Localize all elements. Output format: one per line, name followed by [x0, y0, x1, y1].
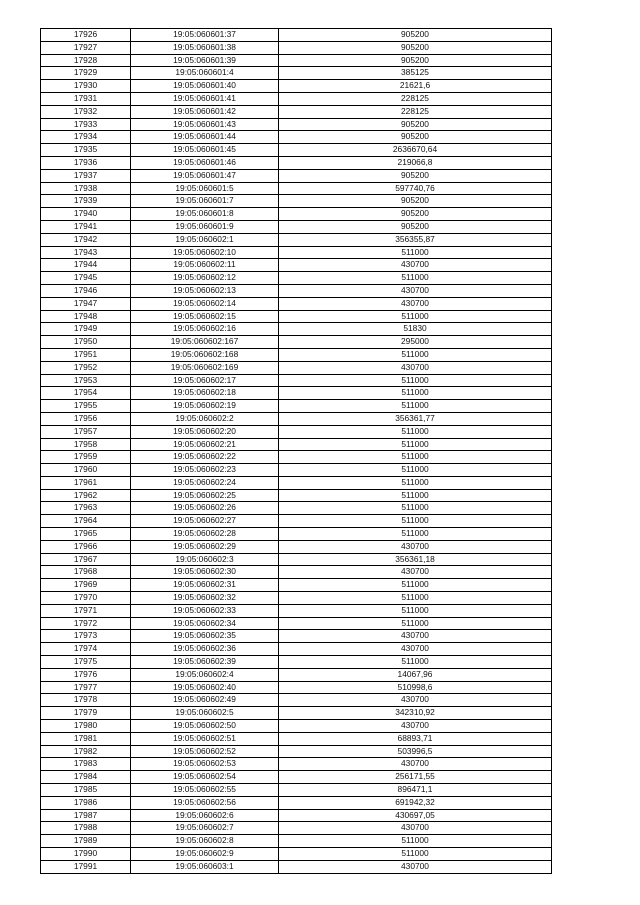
row-number-cell: 17979	[41, 707, 131, 720]
value-cell: 511000	[279, 438, 552, 451]
cadastral-number-cell: 19:05:060602:6	[131, 809, 279, 822]
table-row	[41, 156, 552, 169]
cadastral-number-cell: 19:05:060602:8	[131, 835, 279, 848]
cadastral-number-cell: 19:05:060602:4	[131, 668, 279, 681]
value-cell: 51830	[279, 323, 552, 336]
value-cell: 511000	[279, 579, 552, 592]
table-row	[41, 732, 552, 745]
row-number-cell: 17934	[41, 131, 131, 144]
value-cell: 21621,6	[279, 80, 552, 93]
value-cell: 430700	[279, 643, 552, 656]
table-row	[41, 630, 552, 643]
cadastral-number-cell: 19:05:060602:11	[131, 259, 279, 272]
value-cell: 905200	[279, 118, 552, 131]
cadastral-number-cell: 19:05:060601:45	[131, 144, 279, 157]
row-number-cell: 17957	[41, 425, 131, 438]
table-row	[41, 540, 552, 553]
value-cell: 905200	[279, 131, 552, 144]
value-cell: 430700	[279, 694, 552, 707]
value-cell: 511000	[279, 489, 552, 502]
table-row	[41, 809, 552, 822]
table-row	[41, 54, 552, 67]
row-number-cell: 17971	[41, 604, 131, 617]
value-cell: 905200	[279, 195, 552, 208]
row-number-cell: 17958	[41, 438, 131, 451]
table-row	[41, 41, 552, 54]
table-row	[41, 592, 552, 605]
row-number-cell: 17986	[41, 796, 131, 809]
value-cell: 511000	[279, 528, 552, 541]
cadastral-number-cell: 19:05:060602:53	[131, 758, 279, 771]
row-number-cell: 17978	[41, 694, 131, 707]
cadastral-number-cell: 19:05:060602:18	[131, 387, 279, 400]
cadastral-number-cell: 19:05:060602:15	[131, 310, 279, 323]
value-cell: 385125	[279, 67, 552, 80]
table-row	[41, 131, 552, 144]
row-number-cell: 17966	[41, 540, 131, 553]
row-number-cell: 17987	[41, 809, 131, 822]
value-cell: 511000	[279, 272, 552, 285]
row-number-cell: 17943	[41, 246, 131, 259]
value-cell: 430700	[279, 860, 552, 873]
cadastral-number-cell: 19:05:060602:55	[131, 784, 279, 797]
value-cell: 511000	[279, 246, 552, 259]
table-row	[41, 553, 552, 566]
cadastral-number-cell: 19:05:060602:20	[131, 425, 279, 438]
value-cell: 511000	[279, 656, 552, 669]
cadastral-number-cell: 19:05:060602:26	[131, 502, 279, 515]
value-cell: 511000	[279, 400, 552, 413]
row-number-cell: 17929	[41, 67, 131, 80]
cadastral-number-cell: 19:05:060602:24	[131, 476, 279, 489]
table-row	[41, 528, 552, 541]
cadastral-number-cell: 19:05:060602:54	[131, 771, 279, 784]
cadastral-number-cell: 19:05:060601:41	[131, 92, 279, 105]
row-number-cell: 17955	[41, 400, 131, 413]
row-number-cell: 17928	[41, 54, 131, 67]
cadastral-number-cell: 19:05:060601:39	[131, 54, 279, 67]
row-number-cell: 17954	[41, 387, 131, 400]
cadastral-number-cell: 19:05:060601:44	[131, 131, 279, 144]
row-number-cell: 17952	[41, 361, 131, 374]
value-cell: 905200	[279, 41, 552, 54]
data-table	[40, 28, 552, 874]
row-number-cell: 17956	[41, 412, 131, 425]
value-cell: 356361,18	[279, 553, 552, 566]
table-row	[41, 515, 552, 528]
table-row	[41, 323, 552, 336]
row-number-cell: 17967	[41, 553, 131, 566]
table-row	[41, 771, 552, 784]
row-number-cell: 17944	[41, 259, 131, 272]
table-row	[41, 758, 552, 771]
row-number-cell: 17933	[41, 118, 131, 131]
cadastral-number-cell: 19:05:060601:40	[131, 80, 279, 93]
row-number-cell: 17935	[41, 144, 131, 157]
value-cell: 511000	[279, 464, 552, 477]
table-row	[41, 579, 552, 592]
cadastral-number-cell: 19:05:060602:22	[131, 451, 279, 464]
row-number-cell: 17940	[41, 208, 131, 221]
table-row	[41, 617, 552, 630]
value-cell: 430700	[279, 630, 552, 643]
value-cell: 430700	[279, 259, 552, 272]
table-row	[41, 848, 552, 861]
cadastral-number-cell: 19:05:060602:19	[131, 400, 279, 413]
table-row	[41, 707, 552, 720]
row-number-cell: 17970	[41, 592, 131, 605]
row-number-cell: 17946	[41, 284, 131, 297]
table-row	[41, 489, 552, 502]
table-row	[41, 233, 552, 246]
cadastral-number-cell: 19:05:060601:43	[131, 118, 279, 131]
cadastral-number-cell: 19:05:060602:52	[131, 745, 279, 758]
cadastral-number-cell: 19:05:060601:4	[131, 67, 279, 80]
table-row	[41, 822, 552, 835]
value-cell: 511000	[279, 617, 552, 630]
table-row	[41, 67, 552, 80]
cadastral-number-cell: 19:05:060602:27	[131, 515, 279, 528]
cadastral-number-cell: 19:05:060601:9	[131, 220, 279, 233]
value-cell: 430700	[279, 284, 552, 297]
cadastral-number-cell: 19:05:060602:29	[131, 540, 279, 553]
value-cell: 511000	[279, 502, 552, 515]
cadastral-number-cell: 19:05:060602:14	[131, 297, 279, 310]
value-cell: 511000	[279, 451, 552, 464]
table-row	[41, 29, 552, 42]
table-row	[41, 694, 552, 707]
table-row	[41, 272, 552, 285]
cadastral-number-cell: 19:05:060602:51	[131, 732, 279, 745]
cadastral-number-cell: 19:05:060602:7	[131, 822, 279, 835]
table-row	[41, 451, 552, 464]
value-cell: 68893,71	[279, 732, 552, 745]
cadastral-number-cell: 19:05:060602:10	[131, 246, 279, 259]
row-number-cell: 17947	[41, 297, 131, 310]
cadastral-number-cell: 19:05:060602:30	[131, 566, 279, 579]
table-row	[41, 284, 552, 297]
cadastral-number-cell: 19:05:060602:25	[131, 489, 279, 502]
row-number-cell: 17932	[41, 105, 131, 118]
table-row	[41, 566, 552, 579]
value-cell: 905200	[279, 220, 552, 233]
row-number-cell: 17959	[41, 451, 131, 464]
value-cell: 430700	[279, 540, 552, 553]
value-cell: 905200	[279, 208, 552, 221]
cadastral-number-cell: 19:05:060603:1	[131, 860, 279, 873]
table-row	[41, 387, 552, 400]
table-row	[41, 220, 552, 233]
row-number-cell: 17953	[41, 374, 131, 387]
cadastral-number-cell: 19:05:060602:1	[131, 233, 279, 246]
value-cell: 430700	[279, 822, 552, 835]
table-row	[41, 784, 552, 797]
row-number-cell: 17937	[41, 169, 131, 182]
cadastral-number-cell: 19:05:060601:37	[131, 29, 279, 42]
row-number-cell: 17960	[41, 464, 131, 477]
cadastral-number-cell: 19:05:060602:167	[131, 336, 279, 349]
table-row	[41, 438, 552, 451]
table-row	[41, 361, 552, 374]
cadastral-number-cell: 19:05:060601:47	[131, 169, 279, 182]
row-number-cell: 17988	[41, 822, 131, 835]
cadastral-number-cell: 19:05:060602:56	[131, 796, 279, 809]
row-number-cell: 17973	[41, 630, 131, 643]
value-cell: 905200	[279, 29, 552, 42]
row-number-cell: 17939	[41, 195, 131, 208]
row-number-cell: 17969	[41, 579, 131, 592]
row-number-cell: 17926	[41, 29, 131, 42]
cadastral-number-cell: 19:05:060601:5	[131, 182, 279, 195]
table-row	[41, 464, 552, 477]
table-row	[41, 400, 552, 413]
table-row	[41, 425, 552, 438]
row-number-cell: 17962	[41, 489, 131, 502]
value-cell: 511000	[279, 387, 552, 400]
cadastral-number-cell: 19:05:060602:33	[131, 604, 279, 617]
value-cell: 219066,8	[279, 156, 552, 169]
value-cell: 511000	[279, 425, 552, 438]
value-cell: 511000	[279, 604, 552, 617]
table-row	[41, 195, 552, 208]
value-cell: 256171,55	[279, 771, 552, 784]
table-row	[41, 412, 552, 425]
value-cell: 295000	[279, 336, 552, 349]
row-number-cell: 17972	[41, 617, 131, 630]
value-cell: 905200	[279, 169, 552, 182]
row-number-cell: 17961	[41, 476, 131, 489]
cadastral-number-cell: 19:05:060602:21	[131, 438, 279, 451]
cadastral-number-cell: 19:05:060601:42	[131, 105, 279, 118]
row-number-cell: 17941	[41, 220, 131, 233]
value-cell: 430700	[279, 361, 552, 374]
row-number-cell: 17975	[41, 656, 131, 669]
value-cell: 228125	[279, 105, 552, 118]
cadastral-number-cell: 19:05:060602:9	[131, 848, 279, 861]
row-number-cell: 17990	[41, 848, 131, 861]
table-row	[41, 668, 552, 681]
row-number-cell: 17936	[41, 156, 131, 169]
row-number-cell: 17950	[41, 336, 131, 349]
cadastral-number-cell: 19:05:060601:46	[131, 156, 279, 169]
table-row	[41, 745, 552, 758]
value-cell: 511000	[279, 374, 552, 387]
table-row	[41, 476, 552, 489]
table-body	[41, 29, 552, 874]
table-row	[41, 118, 552, 131]
cadastral-number-cell: 19:05:060602:35	[131, 630, 279, 643]
value-cell: 2636670,64	[279, 144, 552, 157]
cadastral-number-cell: 19:05:060602:34	[131, 617, 279, 630]
cadastral-number-cell: 19:05:060602:13	[131, 284, 279, 297]
row-number-cell: 17985	[41, 784, 131, 797]
table-row	[41, 246, 552, 259]
cadastral-number-cell: 19:05:060602:39	[131, 656, 279, 669]
data-table-container	[40, 28, 551, 874]
row-number-cell: 17980	[41, 720, 131, 733]
table-row	[41, 720, 552, 733]
table-row	[41, 796, 552, 809]
value-cell: 510998,6	[279, 681, 552, 694]
table-row	[41, 681, 552, 694]
value-cell: 503996,5	[279, 745, 552, 758]
table-row	[41, 105, 552, 118]
value-cell: 430700	[279, 297, 552, 310]
cadastral-number-cell: 19:05:060602:169	[131, 361, 279, 374]
row-number-cell: 17976	[41, 668, 131, 681]
value-cell: 430700	[279, 720, 552, 733]
value-cell: 430700	[279, 566, 552, 579]
cadastral-number-cell: 19:05:060601:38	[131, 41, 279, 54]
row-number-cell: 17983	[41, 758, 131, 771]
row-number-cell: 17963	[41, 502, 131, 515]
table-row	[41, 297, 552, 310]
table-row	[41, 348, 552, 361]
cadastral-number-cell: 19:05:060602:12	[131, 272, 279, 285]
cadastral-number-cell: 19:05:060602:17	[131, 374, 279, 387]
cadastral-number-cell: 19:05:060602:168	[131, 348, 279, 361]
table-row	[41, 336, 552, 349]
value-cell: 511000	[279, 848, 552, 861]
value-cell: 511000	[279, 835, 552, 848]
cadastral-number-cell: 19:05:060602:32	[131, 592, 279, 605]
table-row	[41, 502, 552, 515]
row-number-cell: 17964	[41, 515, 131, 528]
cadastral-number-cell: 19:05:060601:8	[131, 208, 279, 221]
value-cell: 896471,1	[279, 784, 552, 797]
table-row	[41, 144, 552, 157]
row-number-cell: 17949	[41, 323, 131, 336]
value-cell: 691942,32	[279, 796, 552, 809]
cadastral-number-cell: 19:05:060602:49	[131, 694, 279, 707]
table-row	[41, 208, 552, 221]
row-number-cell: 17991	[41, 860, 131, 873]
table-row	[41, 604, 552, 617]
row-number-cell: 17945	[41, 272, 131, 285]
value-cell: 342310,92	[279, 707, 552, 720]
value-cell: 14067,96	[279, 668, 552, 681]
row-number-cell: 17948	[41, 310, 131, 323]
cadastral-number-cell: 19:05:060602:31	[131, 579, 279, 592]
value-cell: 511000	[279, 476, 552, 489]
table-row	[41, 310, 552, 323]
row-number-cell: 17984	[41, 771, 131, 784]
row-number-cell: 17968	[41, 566, 131, 579]
row-number-cell: 17930	[41, 80, 131, 93]
value-cell: 356355,87	[279, 233, 552, 246]
cadastral-number-cell: 19:05:060602:3	[131, 553, 279, 566]
table-row	[41, 643, 552, 656]
cadastral-number-cell: 19:05:060602:36	[131, 643, 279, 656]
row-number-cell: 17981	[41, 732, 131, 745]
table-row	[41, 374, 552, 387]
row-number-cell: 17931	[41, 92, 131, 105]
value-cell: 511000	[279, 310, 552, 323]
table-row	[41, 656, 552, 669]
cadastral-number-cell: 19:05:060601:7	[131, 195, 279, 208]
table-row	[41, 182, 552, 195]
cadastral-number-cell: 19:05:060602:16	[131, 323, 279, 336]
row-number-cell: 17965	[41, 528, 131, 541]
value-cell: 905200	[279, 54, 552, 67]
row-number-cell: 17942	[41, 233, 131, 246]
value-cell: 430700	[279, 758, 552, 771]
value-cell: 356361,77	[279, 412, 552, 425]
row-number-cell: 17938	[41, 182, 131, 195]
row-number-cell: 17951	[41, 348, 131, 361]
value-cell: 511000	[279, 592, 552, 605]
cadastral-number-cell: 19:05:060602:28	[131, 528, 279, 541]
value-cell: 430697,05	[279, 809, 552, 822]
row-number-cell: 17927	[41, 41, 131, 54]
row-number-cell: 17989	[41, 835, 131, 848]
table-row	[41, 835, 552, 848]
value-cell: 511000	[279, 348, 552, 361]
value-cell: 228125	[279, 92, 552, 105]
cadastral-number-cell: 19:05:060602:5	[131, 707, 279, 720]
table-row	[41, 92, 552, 105]
cadastral-number-cell: 19:05:060602:50	[131, 720, 279, 733]
table-row	[41, 80, 552, 93]
cadastral-number-cell: 19:05:060602:2	[131, 412, 279, 425]
table-row	[41, 259, 552, 272]
row-number-cell: 17974	[41, 643, 131, 656]
value-cell: 597740,76	[279, 182, 552, 195]
table-row	[41, 169, 552, 182]
table-row	[41, 860, 552, 873]
row-number-cell: 17977	[41, 681, 131, 694]
cadastral-number-cell: 19:05:060602:23	[131, 464, 279, 477]
row-number-cell: 17982	[41, 745, 131, 758]
cadastral-number-cell: 19:05:060602:40	[131, 681, 279, 694]
value-cell: 511000	[279, 515, 552, 528]
